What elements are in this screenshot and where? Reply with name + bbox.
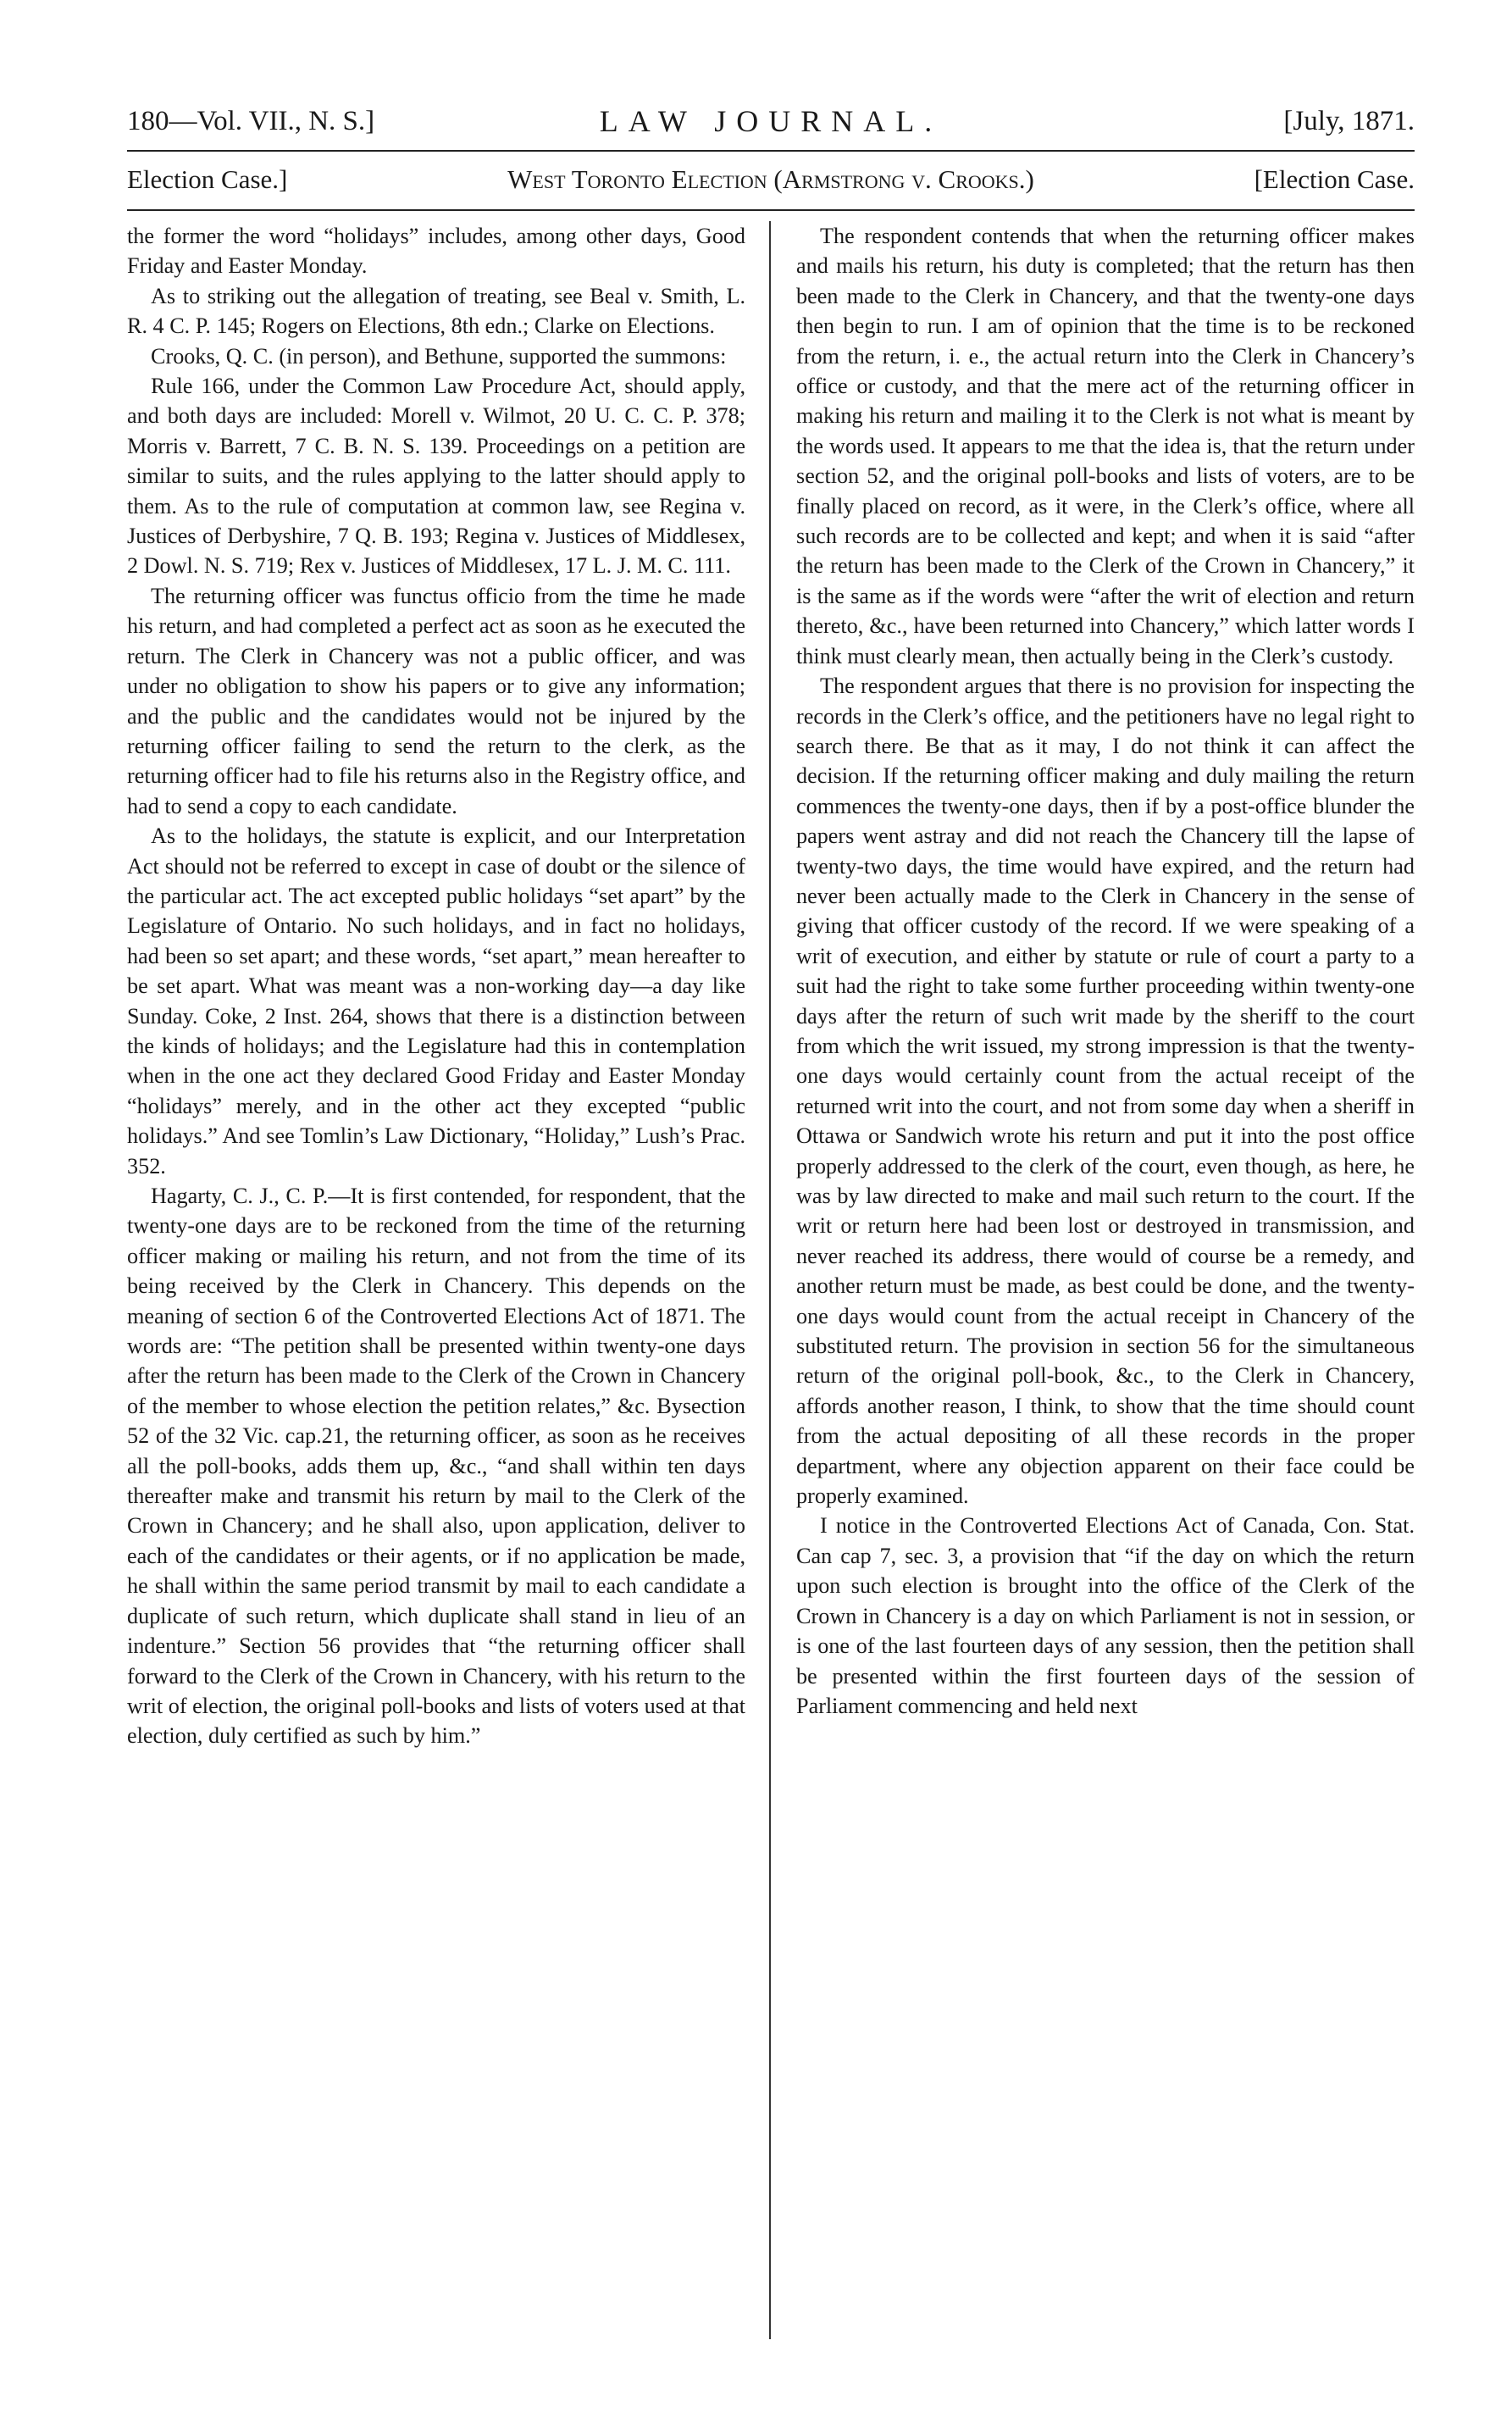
- paragraph: Crooks, Q. C. (in person), and Bethune, supported the summons:: [151, 343, 727, 369]
- header-rule: [127, 150, 1415, 152]
- paragraph: As to the holidays, the statute is explicit, and our Interpretation Act should not be referred to except in case of doubt or the silence of the particular act. The act excepted public holidays “set apart” by the Legislature of Ontario. No such holidays, and in fact no holidays, had been so set apart; and these words, “set apart,” mean hereafter to be set apart. What was meant was a non-working day—a day like Sunday. Coke, 2 Inst. 264, shows that there is a distinction between the kinds of holidays; and the Legislature had this in contemplation when in the one act they declared Good Friday and Easter Monday “holidays” merely, and in the other act they excepted “public holidays.” And see Tomlin’s Law Dictionary, “Holiday,” Lush’s Prac. 352.: [127, 824, 745, 1178]
- paragraph: The returning officer was functus officio from the time he made his return, and had completed a perfect act as soon as he executed the return. The Clerk in Chancery was not a public officer, and was under no obligation to show his papers or to give any information; and the public and the candidates would not be injured by the returning officer failing to send the return to the clerk, as the returning officer had to file his returns also in the Registry office, and had to send a copy to each candidate.: [127, 583, 745, 818]
- paragraph: Hagarty, C. J., C. P.—It is first contended, for respondent, that the twenty-one days are to be reckoned from the time of the returning officer making or mailing his return, and not from the time of its being received by the Clerk in Chancery. This depends on the meaning of section 6 of the Controverted Elections Act of 1871. The words are: “The petition shall be presented within twenty-one days after the return has been made to the Clerk of the Crown in Chancery of the member to whose election the petition relates,” &c. Bysection 52 of the 32 Vic. cap.21, the returning officer, as soon as he receives all the poll-books, adds them up, &c., “and shall within ten days thereafter make and transmit his return by mail to the Clerk of the Crown in Chancery; and he shall also, upon application, deliver to each of the candidates or their agents, or if no application be made, he shall within the same period transmit by mail to each candidate a duplicate of such return, which duplicate shall stand in lieu of an indenture.” Section 56 provides that “the returning officer shall forward to the Clerk of the Crown in Chancery, with his return to the writ of election, the original poll-books and lists of voters used at that election, duly certified as such by him.”: [127, 1184, 745, 1749]
- case-title: West Toronto Election (Armstrong v. Crooks.): [507, 164, 1034, 194]
- case-type-left: Election Case.]: [127, 164, 288, 194]
- subheader-rule: [127, 209, 1415, 211]
- paragraph: The respondent contends that when the returning officer makes and mails his return, his duty is completed; that the return has then been made to the Clerk in Chancery, and that the twenty-one days then begin to run. I am of opinion that the time is to be reckoned from the return, i. e., the actual return into the Clerk in Chancery’s office or custody, and that the mere act of the returning officer in making his return and mailing it to the Clerk is not what is meant by the words used. It appears to me that the idea is, that the return under section 52, and the original poll-books and lists of voters, are to be finally placed on record, as it were, in the Clerk’s office, where all such records are to be collected and kept; and when it is said “after the return has been made to the Clerk of the Crown in Chancery,” it is the same as if the words were “after the writ of election and return thereto, &c., have been returned into Chancery,” which latter words I think must clearly mean, then actually being in the Clerk’s custody.: [796, 224, 1415, 668]
- case-heading: [127, 155, 1415, 204]
- right-column: [796, 221, 1415, 1721]
- paragraph: As to striking out the allegation of treating, see Beal v. Smith, L. R. 4 C. P. 145; Rogers on Elections, 8th edn.; Clarke on Elections.: [127, 283, 745, 339]
- running-head: [127, 97, 1415, 145]
- paragraph: Rule 166, under the Common Law Procedure Act, should apply, and both days are included: Morell v. Wilmot, 20 U. C. C. P. 378; Morris v. Barrett, 7 C. B. N. S. 139. Proceedings on a petition are similar to suits, and the rules applying to the latter should apply to them. As to the rule of computation at common law, see Regina v. Justices of Derbyshire, 7 Q. B. 193; Regina v. Justices of Middlesex, 2 Dowl. N. S. 719; Rex v. Justices of Middlesex, 17 L. J. M. C. 111.: [127, 374, 745, 579]
- paragraph: the former the word “holidays” includes, among other days, Good Friday and Easter Monday.: [127, 224, 745, 279]
- issue-date: [July, 1871.: [1283, 106, 1415, 136]
- paragraph: I notice in the Controverted Elections Act of Canada, Con. Stat. Can cap 7, sec. 3, a provision that “if the day on which the return upon such election is brought into the office of the Clerk of the Crown in Chancery is a day on which Parliament is not in session, or is one of the last fourteen days of any session, then the petition shall be presented within the first fourteen days of the session of Parliament commencing and held next: [796, 1513, 1415, 1718]
- left-column: [127, 221, 745, 1751]
- column-divider: [769, 221, 771, 2339]
- paragraph: The respondent argues that there is no provision for inspecting the records in the Clerk’s office, and the petitioners have no legal right to search there. Be that as it may, I do not think it can affect the decision. If the returning officer making and duly mailing the return commences the twenty-one days, then if by a post-office blunder the papers went astray and did not reach the Chancery till the lapse of twenty-two days, the time would have expired, and the return had never been actually made to the Clerk in Chancery in the sense of giving that officer custody of the record. If we were speaking of a writ of execution, and either by statute or rule of court a party to a suit had the right to take some further proceeding within twenty-one days after the return of such writ made by the sheriff to the court from which the writ issued, my strong impression is that the twenty-one days would certainly count from the actual receipt of the returned writ into the court, and not from some day when a sheriff in Ottawa or Sandwich wrote his return and put it into the post office properly addressed to the clerk of the court, even though, as here, he was by law directed to make and mail such return to the court. If the writ or return here had been lost or destroyed in transmission, and never reached its address, there would of course be a remedy, and another return must be made, as best could be done, and the twenty-one days would count from the actual receipt in Chancery of the substituted return. The provision in section 56 for the simultaneous return of the original poll-book, &c., to the Clerk in Chancery, affords another reason, I think, to show that the time should count from the actual depositing of all these records in the proper department, where any objection apparent on their face could be properly examined.: [796, 674, 1415, 1509]
- text-columns: [127, 221, 1415, 2356]
- page-volume: 180—Vol. VII., N. S.]: [127, 106, 375, 136]
- journal-page: [127, 97, 1415, 2385]
- journal-title: LAW JOURNAL.: [599, 104, 943, 138]
- case-type-right: [Election Case.: [1254, 164, 1415, 194]
